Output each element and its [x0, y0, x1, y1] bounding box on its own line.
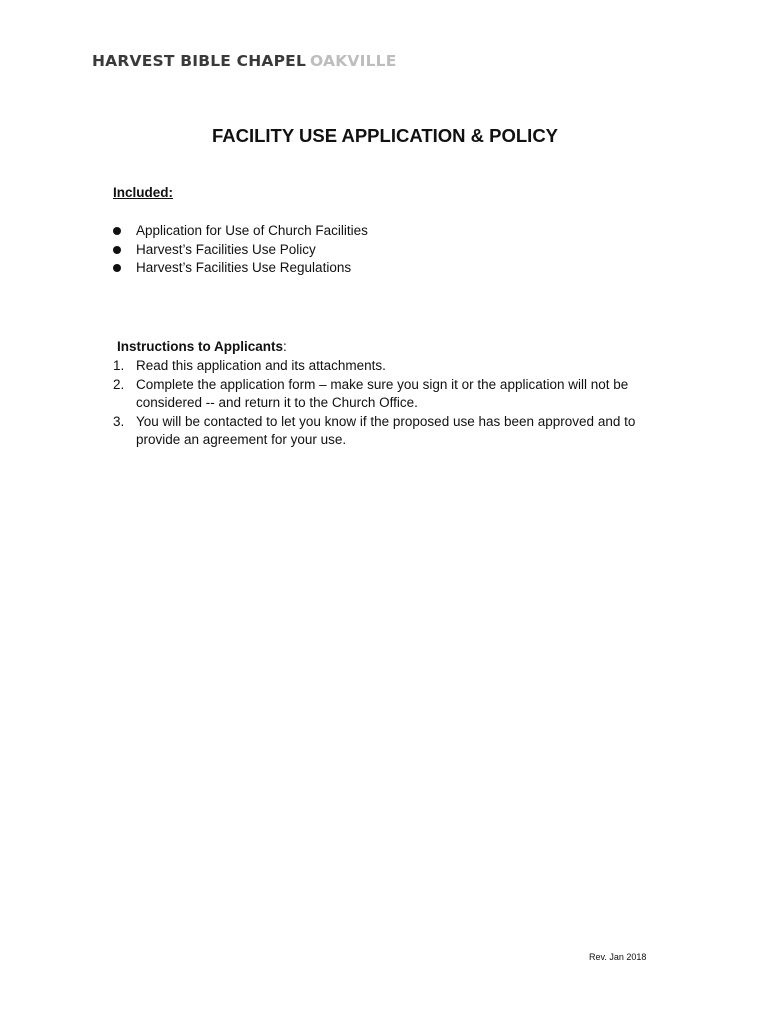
step-text: Complete the application form – make sure you sign it or the application will not be considered -- and return it to the Church Office. — [136, 376, 629, 410]
list-item — [113, 259, 368, 278]
bullet-icon — [113, 227, 121, 235]
instructions-heading-label: Instructions to Applicants — [117, 339, 284, 354]
bullet-icon — [113, 246, 121, 254]
step-number: 3. — [113, 413, 125, 429]
brand-logo — [92, 52, 397, 70]
instruction-step — [113, 357, 673, 376]
step-number: 1. — [113, 358, 125, 373]
revision-date: Rev. Jan 2018 — [589, 952, 647, 962]
step-text: You will be contacted to let you know if the proposed use has been approved and to provide an agreement for your use. — [136, 413, 636, 447]
included-heading: Included: — [113, 185, 173, 200]
included-list — [113, 222, 368, 278]
list-item — [113, 222, 368, 241]
instructions-list — [113, 357, 673, 450]
brand-name: HARVEST BIBLE CHAPEL — [92, 52, 307, 70]
list-item-label: Harvest’s Facilities Use Policy — [136, 241, 316, 257]
step-text: Read this application and its attachments. — [136, 358, 386, 373]
instructions-heading — [117, 339, 287, 354]
list-item-label: Application for Use of Church Facilities — [136, 223, 368, 238]
list-item-label: Harvest’s Facilities Use Regulations — [136, 260, 352, 275]
instruction-step — [113, 413, 673, 450]
step-number: 2. — [113, 376, 125, 392]
brand-location: OAKVILLE — [310, 52, 397, 70]
instructions-heading-colon: : — [283, 339, 287, 354]
document-title: FACILITY USE APPLICATION & POLICY — [211, 125, 559, 146]
instruction-step — [113, 376, 673, 413]
bullet-icon — [113, 264, 121, 272]
list-item — [113, 241, 368, 260]
